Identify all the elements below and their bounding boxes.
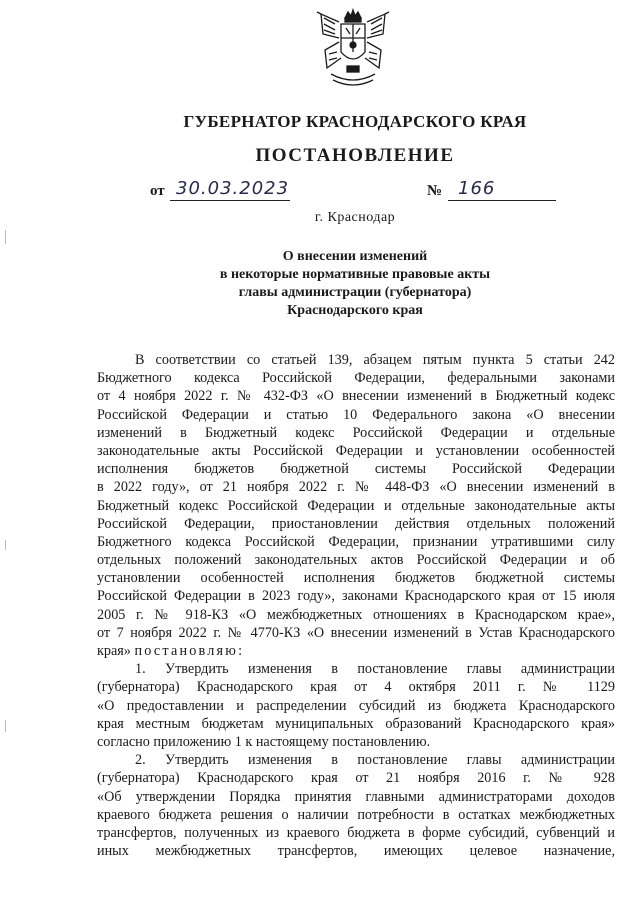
- body-line: Российской Федерации и статью 10 Федерального закона «О внесении: [97, 406, 615, 423]
- number-underline: [448, 200, 556, 201]
- decree-word: постановляю:: [134, 643, 245, 659]
- title-line: главы администрации (губернатора): [238, 285, 472, 300]
- body-line: Бюджетный кодекс Российской Федерации и отдельные законодательные акты: [97, 497, 615, 514]
- body-line: Российской Федерации, приостановлении действия отдельных положений: [97, 515, 615, 532]
- body-line: (губернатора) Краснодарского края от 21 ноября 2016 г. № 928: [97, 770, 615, 787]
- handwritten-date: 30.03.2023: [176, 178, 290, 199]
- body-line: от 4 ноября 2022 г. № 432-ФЗ «О внесении изменений в Бюджетный кодекс: [97, 388, 615, 405]
- body-line: трансфертов, полученных из краевого бюджета в форме субсидий, субвенций и: [97, 824, 615, 841]
- body-line: края местным бюджетам муниципальных образований Краснодарского края»: [97, 715, 615, 732]
- body-text: [97, 351, 615, 860]
- scan-margin-mark: [5, 720, 6, 732]
- title-line: Краснодарского края: [287, 303, 423, 318]
- body-line: изменений в Бюджетный кодекс Российской Федерации и отдельные: [97, 424, 615, 441]
- title-line: О внесении изменений: [282, 249, 428, 264]
- body-line: согласно приложению 1 к настоящему постановлению.: [97, 733, 431, 750]
- body-line: «Об утверждении Порядка принятия главными администраторами доходов: [97, 788, 615, 805]
- body-line: 1. Утвердить изменения в постановление главы администрации: [135, 661, 615, 678]
- body-line: (губернатора) Краснодарского края от 4 октября 2011 г. № 1129: [97, 679, 615, 696]
- body-line: 2. Утвердить изменения в постановление главы администрации: [135, 752, 615, 769]
- body-line: Российской Федерации в 2023 году», законами Краснодарского края от 15 июля: [97, 588, 615, 605]
- body-line: от 7 ноября 2022 г. № 4770-КЗ «О внесении изменений в Устав Краснодарского: [97, 624, 615, 641]
- body-line: 2005 г. № 918-КЗ «О межбюджетных отношениях в Краснодарском крае»,: [97, 606, 615, 623]
- issuing-authority: ГУБЕРНАТОР КРАСНОДАРСКОГО КРАЯ: [183, 112, 527, 131]
- body-line: «О предоставлении и распределении субсидий из бюджета Краснодарского: [97, 697, 615, 714]
- date-underline: [170, 200, 290, 201]
- decree-lead: края»: [97, 643, 131, 659]
- date-prefix: от: [150, 183, 165, 199]
- scan-margin-mark: [5, 540, 6, 550]
- body-line: отдельных положений законодательных актов Российской Федерации и об: [97, 552, 615, 569]
- body-line: В соответствии со статьей 139, абзацем пятым пункта 5 статьи 242: [135, 352, 615, 368]
- body-line: законодательные акты Российской Федерации и установлении особенностей: [97, 442, 615, 459]
- document-title: [0, 248, 640, 320]
- body-line: Бюджетного кодекса Российской Федерации, федеральными законами: [97, 370, 615, 387]
- body-line: Бюджетного кодекса Российской Федерации, признании утратившими силу: [97, 533, 615, 550]
- number-prefix: №: [427, 183, 443, 199]
- body-line: исполнения бюджетов бюджетной системы Российской Федерации: [97, 461, 615, 478]
- date-number-row: [150, 180, 560, 204]
- title-line: в некоторые нормативные правовые акты: [219, 267, 491, 282]
- scan-margin-mark: [5, 230, 6, 244]
- body-line: краевого бюджета решения о наличии потребности в остатках межбюджетных: [97, 806, 615, 823]
- handwritten-number: 166: [458, 178, 496, 199]
- coat-of-arms-icon: [311, 8, 395, 92]
- body-line: иных межбюджетных трансфертов, имеющих целевое назначение,: [97, 843, 615, 860]
- body-line: установлении особенностей исполнения бюджетов бюджетной системы: [97, 570, 615, 587]
- document-type: ПОСТАНОВЛЕНИЕ: [255, 145, 455, 166]
- body-line: в 2022 году», от 21 ноября 2022 г. № 448-ФЗ «О внесении изменений в: [97, 479, 615, 496]
- body-line-decree: [97, 642, 615, 660]
- city: г. Краснодар: [314, 210, 396, 225]
